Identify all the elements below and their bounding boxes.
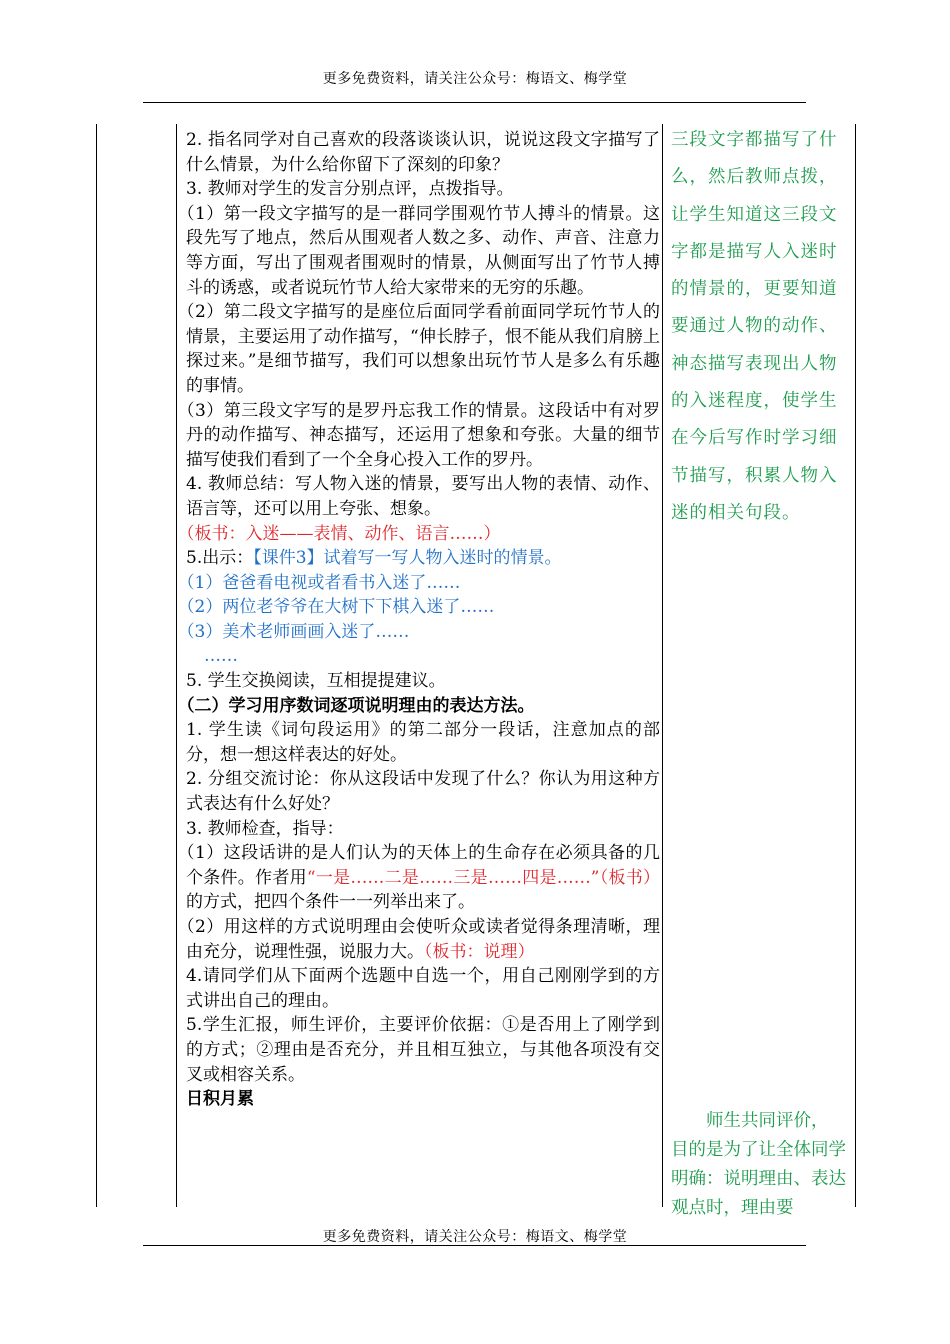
- section-2-step-4: 4.请同学们从下面两个选题中自选一个，用自己刚刚学到的方式讲出自己的理由。: [186, 966, 660, 1011]
- teaching-process-cell: [177, 128, 660, 1112]
- design-note-2-rest: 目的是为了让全体同学明确：说明理由、表达观点时，理由要: [671, 1140, 846, 1218]
- analysis-2: （2）第二段文字描写的是座位后面同学看前面同学玩竹节人的情景，主要运用了动作描写，“伸长脖子，恨不能从我们肩膀上探过来。”是细节描写，我们可以想象出玩竹节人是多么有乐趣的事情。: [177, 302, 660, 396]
- step-5-show: [186, 546, 660, 571]
- design-note-2: [671, 1107, 857, 1223]
- board-note-3: （板书：说理）: [424, 941, 535, 962]
- section-2-step-2: 2. 分组交流讨论：你从这段话中发现了什么？你认为用这种方式表达有什么好处？: [186, 769, 660, 815]
- prompt-1: （1）爸爸看电视或者看书入迷了……: [177, 572, 461, 593]
- analysis-3: （3）第三段文字写的是罗丹忘我工作的情景。这段话中有对罗丹的动作描写、神态描写，还运用了想象和夸张。大量的细节描写使我们看到了一个全身心投入工作的罗丹。: [177, 400, 660, 470]
- table-border-left: [96, 124, 97, 1207]
- step-5-exchange: 5. 学生交换阅读，互相提提建议。: [186, 671, 446, 692]
- section-2-heading: （二）学习用序数词逐项说明理由的表达方法。: [177, 695, 535, 716]
- courseware-3: 【课件3】试着写一写人物入迷时的情景。: [253, 548, 562, 569]
- analysis-2-text: （2）用这样的方式说明理由会使听众或读者觉得条理清晰，理由充分，说理性强，说服力大。: [177, 917, 660, 962]
- table-border-col1: [176, 124, 177, 1207]
- step-4-summary: 4. 教师总结：写人物入迷的情景，要写出人物的表情、动作、语言等，还可以用上夸张、想象。: [186, 474, 660, 519]
- table-border-col2: [662, 124, 663, 1207]
- analysis-1: （1）第一段文字描写的是一群同学围观竹节人搏斗的情景。这段先写了地点，然后从围观者人数之多、动作、声音、注意力等方面，写出了围观者围观时的情景，从侧面写出了竹节人搏斗的诱惑，或者说玩竹节人给大家带来的无穷的乐趣。: [177, 203, 660, 298]
- table-border-right: [855, 124, 856, 1207]
- design-note-2-first-line: 师生共同评价，: [706, 1111, 829, 1131]
- section-2-step-3: 3. 教师检查，指导：: [186, 818, 344, 839]
- step-3: 3. 教师对学生的发言分别点评，点拨指导。: [186, 179, 514, 200]
- step-5-prefix: 5.出示：: [186, 548, 254, 569]
- prompt-2: （2）两位老爷爷在大树下下棋入迷了……: [177, 597, 495, 618]
- step-2: 2. 指名同学对自己喜欢的段落谈谈认识，说说这段文字描写了什么情景，为什么给你留下了深刻的印象？: [186, 130, 660, 175]
- analysis-1-text-b: 的方式，把四个条件一一列举出来了。: [186, 892, 475, 913]
- daily-accumulation-heading: 日积月累: [186, 1089, 254, 1110]
- page-header: 更多免费资料，请关注公众号：梅语文、梅学堂: [322, 71, 628, 87]
- section-2-step-5: 5.学生汇报，师生评价，主要评价依据：①是否用上了刚学到的方式；②理由是否充分，并且相互独立，与其他各项没有交叉或相容关系。: [186, 1015, 660, 1085]
- prompt-ellipsis: ……: [204, 646, 238, 667]
- page-footer: 更多免费资料，请关注公众号：梅语文、梅学堂: [322, 1229, 628, 1245]
- board-note-2: “一是……二是……三是……四是……”（板书）: [306, 867, 660, 888]
- header-rule: [143, 102, 806, 103]
- board-note-1: （板书：入迷——表情、动作、语言……）: [177, 523, 501, 544]
- analysis-1-text-a: （1）这段话讲的是人们认为的天体上的生命存在必须具备的几个条件。作者用: [177, 843, 660, 888]
- section-2-analysis-1: [177, 841, 660, 915]
- section-2-analysis-2: [177, 915, 660, 964]
- section-2-step-1: 1. 学生读《词句段运用》的第二部分一段话，注意加点的部分，想一想这样表达的好处。: [186, 720, 660, 765]
- design-note-1: 三段文字都描写了什么，然后教师点拨，让学生知道这三段文字都是描写人入迷时的情景的，更要知道要通过人物的动作、神态描写表现出人物的入迷程度，使学生在今后写作时学习细节描写，积累人物入迷的相关句段。: [671, 130, 838, 523]
- prompt-3: （3）美术老师画画入迷了……: [177, 621, 410, 642]
